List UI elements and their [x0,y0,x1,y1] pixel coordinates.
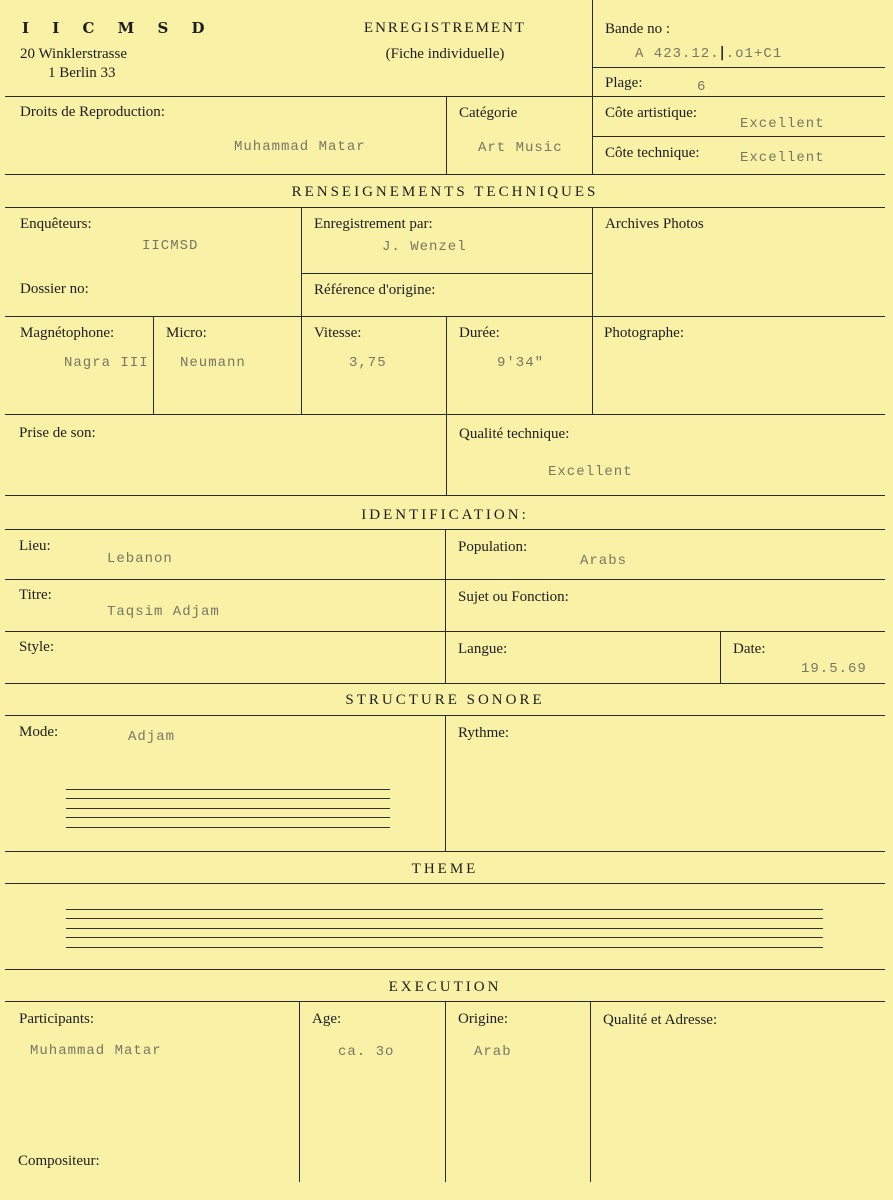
cote-technique-label: Côte technique: [605,145,700,161]
date-value: 19.5.69 [801,661,867,677]
rule-v-date [720,631,721,683]
section-title-structure: STRUCTURE SONORE [345,692,545,708]
age-label: Age: [312,1011,342,1027]
rule-prise-bottom [5,495,885,496]
sujet-fonction-label: Sujet ou Fonction: [458,589,569,605]
rythme-label: Rythme: [458,725,510,741]
compositeur-label: Compositeur: [18,1153,100,1169]
langue-label: Langue: [458,641,508,657]
mode-value: Adjam [128,729,176,745]
rule-header-bottom [5,96,885,97]
titre-label: Titre: [19,587,52,603]
section-title-execution: EXECUTION [388,979,502,995]
rule-theme-bottom [5,969,885,970]
form-title: ENREGISTREMENT [363,20,527,36]
lieu-value: Lebanon [107,551,173,567]
mode-staff-line-2 [66,798,390,799]
rule-v-qualite [446,414,447,495]
rule-cote-mid [592,136,885,137]
bande-label: Bande no : [605,21,670,37]
population-value: Arabs [580,553,628,569]
section-title-theme: THEME [411,861,479,877]
mode-staff-line-3 [66,808,390,809]
rule-mode-bottom [5,851,885,852]
micro-label: Micro: [166,325,207,341]
bande-value [635,44,782,63]
duree-label: Durée: [459,325,500,341]
enqueteurs-label: Enquêteurs: [20,216,92,232]
rule-ref-top [301,273,592,274]
lieu-label: Lieu: [19,538,51,554]
rule-rights-bottom [5,174,885,175]
section-title-techniques: RENSEIGNEMENTS TECHNIQUES [291,184,599,200]
duree-value: 9'34" [497,355,545,371]
qualite-technique-label: Qualité technique: [459,426,570,442]
categorie-label: Catégorie [459,105,518,121]
mode-label: Mode: [19,724,59,740]
address-line-1: 20 Winklerstrasse [20,46,128,62]
style-label: Style: [19,639,55,655]
bande-value-start: A 423.12. [635,46,720,62]
cote-artistique-label: Côte artistique: [605,105,698,121]
cote-artistique-value: Excellent [740,116,825,132]
droits-label: Droits de Reproduction: [20,104,165,120]
origine-value: Arab [474,1044,512,1060]
theme-staff-line-2 [66,918,823,919]
rule-magneto-bottom [5,414,885,415]
prise-de-son-label: Prise de son: [19,425,96,441]
mode-staff-line-1 [66,789,390,790]
qualite-technique-value: Excellent [548,464,633,480]
rule-tech-title-bottom [5,207,885,208]
rule-v-photo [592,316,593,414]
rule-v-enreg [301,207,302,316]
theme-staff-line-4 [66,937,823,938]
vitesse-label: Vitesse: [314,325,362,341]
micro-value: Neumann [180,355,246,371]
handwritten-correction-mark: | [719,45,726,61]
age-value: ca. 3o [338,1044,395,1060]
rule-v-cote [592,96,593,174]
rule-v-duree [446,316,447,414]
institute-logo: I I C M S D [22,19,214,37]
titre-value: Taqsim Adjam [107,604,220,620]
rule-v-header [592,0,593,96]
magnetophone-label: Magnétophone: [20,325,115,341]
rule-v-age [299,1001,300,1182]
vitesse-value: 3,75 [349,355,387,371]
rule-v-adresse [590,1001,591,1182]
droits-value: Muhammad Matar [234,139,366,155]
enregistrement-par-label: Enregistrement par: [314,216,433,232]
rule-plage-top [592,67,885,68]
theme-staff-line-1 [66,909,823,910]
cote-technique-value: Excellent [740,150,825,166]
rule-style-bottom [5,683,885,684]
qualite-adresse-label: Qualité et Adresse: [603,1012,718,1028]
rule-v-micro [153,316,154,414]
rule-v-archives [592,207,593,316]
mode-staff-line-5 [66,827,390,828]
archives-photos-label: Archives Photos [605,216,704,232]
origine-label: Origine: [458,1011,508,1027]
categorie-value: Art Music [478,140,563,156]
participants-value: Muhammad Matar [30,1043,162,1059]
rule-theme-title-bottom [5,883,885,884]
plage-label: Plage: [605,75,643,91]
plage-value: 6 [697,79,707,95]
form-subtitle: (Fiche individuelle) [385,46,505,62]
mode-staff-line-4 [66,817,390,818]
rule-v-ident [445,529,446,683]
rule-dossier-bottom [5,316,885,317]
rule-v-rythme [445,715,446,851]
date-label: Date: [733,641,766,657]
dossier-label: Dossier no: [20,281,89,297]
section-title-identification: IDENTIFICATION: [361,507,529,523]
bande-value-end: .o1+C1 [725,46,783,62]
theme-staff-line-3 [66,928,823,929]
magnetophone-value: Nagra III [64,355,149,371]
reference-origine-label: Référence d'origine: [314,282,436,298]
photographe-label: Photographe: [604,325,684,341]
enqueteurs-value: IICMSD [142,238,199,254]
address-line-2: 1 Berlin 33 [48,65,116,81]
population-label: Population: [458,539,528,555]
rule-v-categorie [446,96,447,174]
rule-v-vitesse [301,316,302,414]
participants-label: Participants: [19,1011,94,1027]
rule-v-origine [445,1001,446,1182]
enregistrement-par-value: J. Wenzel [382,239,467,255]
theme-staff-line-5 [66,947,823,948]
